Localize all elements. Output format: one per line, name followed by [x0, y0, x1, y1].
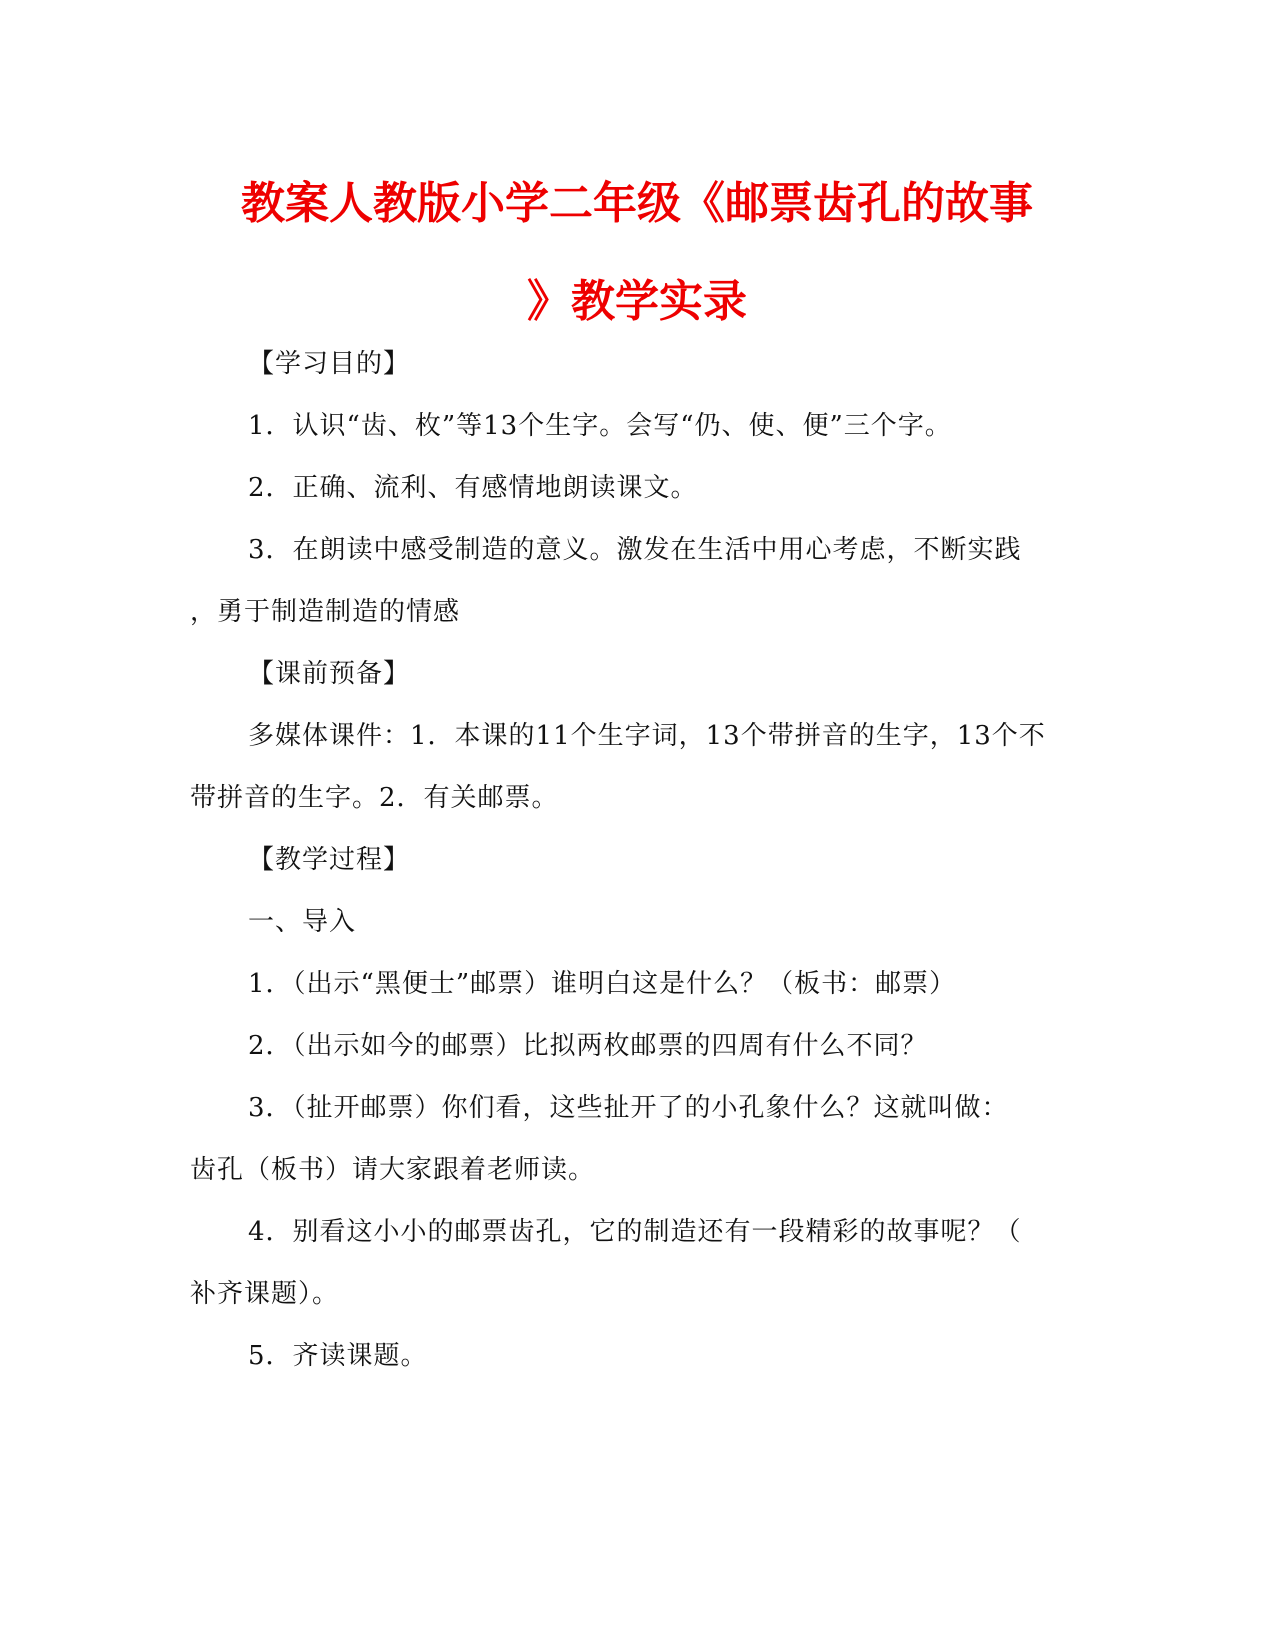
process-step-3-line-2: 齿孔（板书）请大家跟着老师读。	[190, 1155, 596, 1185]
heading-teaching-process: 【教学过程】	[248, 845, 411, 875]
heading-learning-goals: 【学习目的】	[248, 349, 411, 379]
process-step-2: 2．（出示如今的邮票）比拟两枚邮票的四周有什么不同？	[248, 1031, 928, 1061]
goal-item-3-line-2: ，勇于制造制造的情感	[190, 597, 461, 627]
document-title-line-2: 》教学实录	[527, 276, 747, 327]
section-introduction: 一、导入	[248, 907, 357, 937]
process-step-3-line-1: 3．（扯开邮票）你们看，这些扯开了的小孔象什么？这就叫做：	[248, 1093, 1009, 1123]
document-title-line-1: 教案人教版小学二年级《邮票齿孔的故事	[241, 178, 1033, 229]
process-step-1: 1．（出示“黑便士”邮票）谁明白这是什么？（板书：邮票）	[248, 969, 957, 999]
process-step-4-line-1: 4．别看这小小的邮票齿孔，它的制造还有一段精彩的故事呢？（	[248, 1217, 1022, 1247]
goal-item-2: 2．正确、流利、有感情地朗读课文。	[248, 473, 698, 503]
goal-item-3-line-1: 3．在朗读中感受制造的意义。激发在生活中用心考虑，不断实践	[248, 535, 1022, 565]
heading-preparation: 【课前预备】	[248, 659, 411, 689]
process-step-5: 5．齐读课题。	[248, 1341, 428, 1371]
process-step-4-line-2: 补齐课题）。	[190, 1279, 340, 1309]
preparation-line-1: 多媒体课件：1．本课的11个生字词，13个带拼音的生字，13个不	[248, 721, 1046, 751]
preparation-line-2: 带拼音的生字。2．有关邮票。	[190, 783, 559, 813]
goal-item-1: 1．认识“齿、枚”等13个生字。会写“仍、使、便”三个字。	[248, 411, 952, 441]
